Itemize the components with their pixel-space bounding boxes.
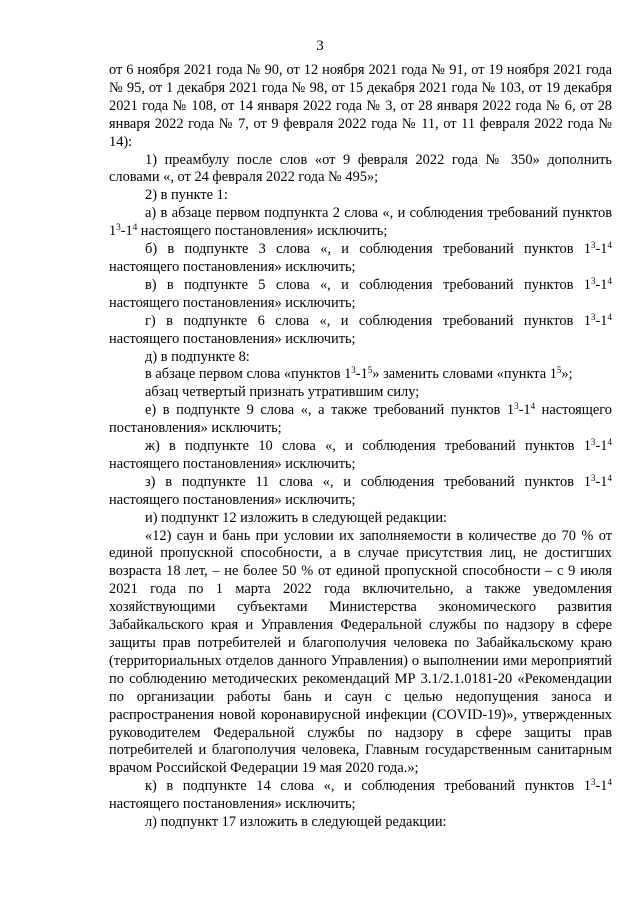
paragraph-continuation: от 6 ноября 2021 года № 90, от 12 ноября 2021 года № 91, от 19 ноября 2021 года № 95, от 1 декабря 2021 года № 98, от 15 декабря 2021 года № 103, от 19 декабря 2021 года № 108, от 14 января 2022 года № 3, от 28 января 2022 года № 6, от 28 января 2022 года № 7, от 9 февраля 2022 года № 11, от 11 февраля 2022 года № 14): (109, 62, 612, 150)
paragraph-subitem-g: г) в подпункте 6 слова «, и соблюдения требований пунктов $1^3-1^4$ настоящего постановления» исключить; (109, 311, 612, 347)
paragraph-new-wording-12: «12) саун и бань при условии их заполняемости в количестве до 70 % от единой пропускной способности, а в случае присутствия лиц, не достигших возраста 18 лет, – не более 50 % от единой пропускной способности – с 9 июля 2021 года по 1 марта 2022 года включительно, а также уведомления хозяйствующими субъектами Министерства экономического развития Забайкальского края и Управления Федеральной службы по надзору в сфере защиты прав потребителей и благополучия человека по Забайкальскому краю (территориальных отделов данного Управления) о выполнении ими мероприятий по соблюдению методических рекомендаций МР 3.1/2.1.0181-20 «Рекомендации по организации работы бань и саун с целью недопущения заноса и распространения новой коронавирусной инфекции (COVID-19)», утвержденных руководителем Федеральной службы по надзору в сфере защиты прав потребителей и благополучия человека, Главным государственным санитарным врачом Российской Федерации 19 мая 2020 года.»; (109, 527, 612, 777)
paragraph-subitem-b: б) в подпункте 3 слова «, и соблюдения требований пунктов $1^3-1^4$ настоящего постановления» исключить; (109, 240, 612, 275)
paragraph-subitem-zh: ж) в подпункте 10 слова «, и соблюдения требований пунктов $1^3-1^4$ настоящего постановления» исключить; (109, 437, 612, 472)
page-number: 3 (316, 38, 324, 54)
paragraph-item-1: 1) преамбулу после слов «от 9 февраля 2022 года № 350» дополнить словами «, от 24 февраля 2022 года № 495»; (109, 151, 612, 186)
paragraph-subitem-d-fourth: абзац четвертый признать утратившим силу; (145, 384, 420, 401)
paragraph-subitem-e: е) в подпункте 9 слова «, а также требований пунктов $1^3-1^4$ настоящего постановления» исключить; (109, 401, 612, 437)
paragraph-subitem-v: в) в подпункте 5 слова «, и соблюдения требований пунктов $1^3-1^4$ настоящего постановления» исключить; (109, 275, 612, 311)
paragraph-subitem-l: л) подпункт 17 изложить в следующей редакции: (145, 814, 447, 831)
paragraph-subitem-i: и) подпункт 12 изложить в следующей редакции: (145, 509, 448, 526)
paragraph-subitem-k: к) в подпункте 14 слова «, и соблюдения требований пунктов $1^3-1^4$ настоящего постановления» исключить; (109, 777, 612, 813)
paragraph-subitem-d-first: в абзаце первом слова «пунктов $1^3-1^5$» заменить словами «пункта $1^5$»; (145, 365, 573, 383)
paragraph-item-2: 2) в пункте 1: (145, 187, 228, 204)
paragraph-subitem-a: а) в абзаце первом подпункта 2 слова «, и соблюдения требований пунктов $1^3-1^4$ настоящего постановления» исключить; (109, 205, 612, 240)
document-body (109, 62, 612, 832)
paragraph-subitem-d: д) в подпункте 8: (145, 348, 250, 365)
paragraph-subitem-z: з) в подпункте 11 слова «, и соблюдения требований пунктов $1^3-1^4$ настоящего постановления» исключить; (109, 472, 612, 508)
